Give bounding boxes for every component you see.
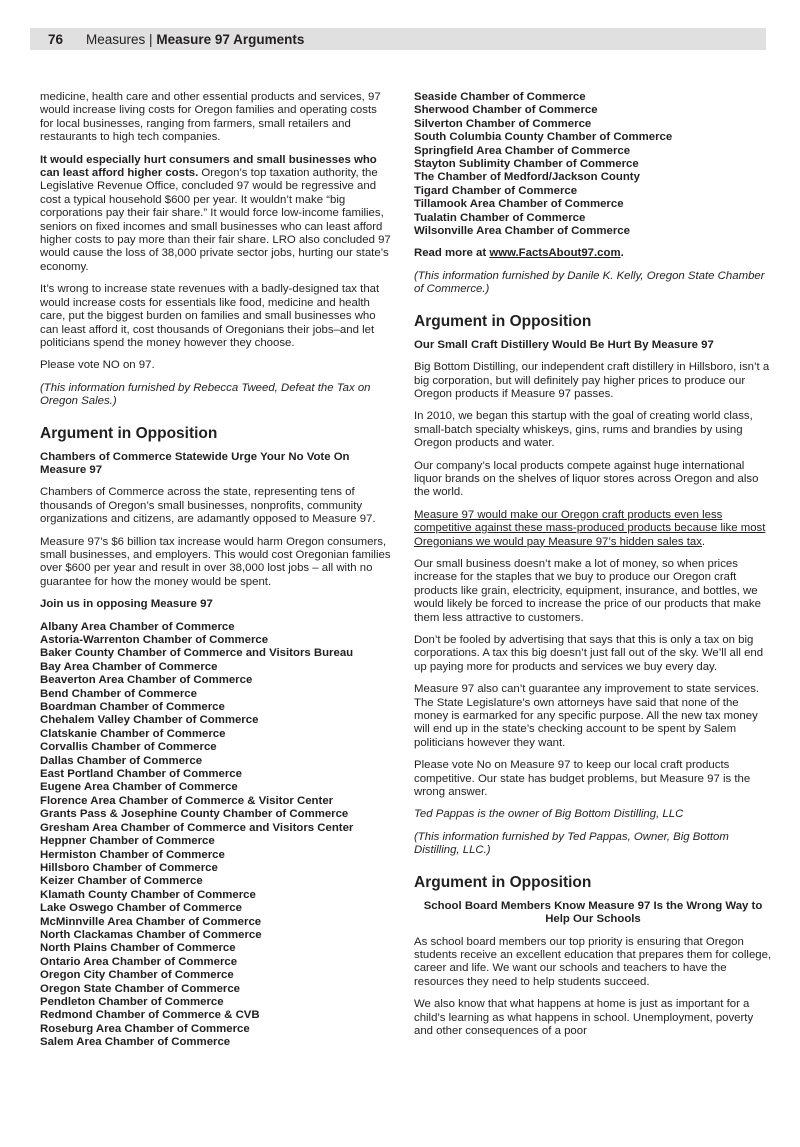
right-column <box>414 91 772 1047</box>
chamber-item: Keizer Chamber of Commerce <box>40 875 203 888</box>
chamber-item: Seaside Chamber of Commerce <box>414 91 586 103</box>
section-heading: Argument in Opposition <box>414 873 592 891</box>
separator: | <box>149 31 153 47</box>
paragraph: Big Bottom Distilling, our independent craft distillery in Hillsboro, isn’t a big corporation, but will definitely pay higher prices to produce our Oregon products if Measure 97 passes. <box>414 361 770 400</box>
chamber-list <box>40 621 392 1050</box>
chamber-item: East Portland Chamber of Commerce <box>40 768 242 781</box>
chamber-item: North Plains Chamber of Commerce <box>40 942 236 955</box>
chamber-item: Ontario Area Chamber of Commerce <box>40 955 238 968</box>
chamber-item: Hillsboro Chamber of Commerce <box>40 861 218 874</box>
paragraph <box>40 154 392 275</box>
paragraph: As school board members our top priority is ensuring that Oregon students receive an excellent education that prepares them for college, career and life. We want our schools and teachers to have the resources they need to help students succeed. <box>414 935 772 988</box>
chamber-item: Albany Area Chamber of Commerce <box>40 620 235 633</box>
chamber-item: Heppner Chamber of Commerce <box>40 835 215 848</box>
paragraph: Measure 97’s $6 billion tax increase would harm Oregon consumers, small businesses, and employers. This would cost Oregonian families over $600 per year and result in over 38,000 lost jobs – all with no guarantee for how the money would be spent. <box>40 535 391 588</box>
section-heading: Argument in Opposition <box>414 312 592 330</box>
paragraph <box>414 509 772 549</box>
section-name: Measures <box>86 31 146 47</box>
chamber-item: Salem Area Chamber of Commerce <box>40 1036 231 1049</box>
chamber-item: Clatskanie Chamber of Commerce <box>40 727 226 740</box>
chamber-item: Chehalem Valley Chamber of Commerce <box>40 714 259 727</box>
paragraph: We also know that what happens at home is just as important for a child’s learning as what happens in school. Unemployment, poverty and other consequences of a poor <box>414 998 754 1037</box>
subheading: School Board Members Know Measure 97 Is the Wrong Way to Help Our Schools <box>423 899 763 926</box>
read-more-label: Read more at <box>414 247 490 260</box>
paragraph: Don’t be fooled by advertising that says that this is only a tax on big corporations. A tax this big doesn’t just fall out of the sky. We’ll all end up paying more for products and services we buy every day. <box>414 634 764 673</box>
chamber-item: Wilsonville Area Chamber of Commerce <box>414 225 630 238</box>
paragraph: medicine, health care and other essential products and services, 97 would increase living costs for Oregon families and operating costs for local businesses, ranging from farmers, small retailers and restaurants to high tech companies. <box>40 91 381 144</box>
chamber-item: South Columbia County Chamber of Commerce <box>414 131 673 144</box>
chamber-item: Beaverton Area Chamber of Commerce <box>40 674 253 687</box>
paragraph: Chambers of Commerce across the state, representing tens of thousands of Oregon’s small businesses, nonprofits, community organizations and citizens, are adamantly opposed to Measure 97. <box>40 486 376 526</box>
subheading: Our Small Craft Distillery Would Be Hurt By Measure 97 <box>414 338 714 351</box>
punct: . <box>701 535 706 548</box>
underlined-text: Measure 97 would make our Oregon craft products even less competitive against these mass-produced products because like most Oregonians we would pay Measure 97’s hidden sales tax <box>414 508 766 548</box>
chamber-item: Springfield Area Chamber of Commerce <box>414 144 631 157</box>
chamber-item: Klamath County Chamber of Commerce <box>40 888 256 901</box>
attribution: (This information furnished by Ted Pappas, Owner, Big Bottom Distilling, LLC.) <box>414 830 729 857</box>
chamber-item: Eugene Area Chamber of Commerce <box>40 781 238 794</box>
chamber-item: The Chamber of Medford/Jackson County <box>414 171 640 184</box>
paragraph: Please vote No on Measure 97 to keep our local craft products competitive. Our state has budget problems, but Measure 97 is the wrong answer. <box>414 759 751 799</box>
paragraph: In 2010, we began this startup with the goal of creating world class, small-batch specialty whiskeys, gins, rums and brandies by using Oregon products and water. <box>414 410 753 450</box>
join-heading: Join us in opposing Measure 97 <box>40 598 213 611</box>
paragraph: Please vote NO on 97. <box>40 359 155 372</box>
author-note: Ted Pappas is the owner of Big Bottom Distilling, LLC <box>414 808 684 821</box>
chamber-item: Gresham Area Chamber of Commerce and Visitors Center <box>40 821 354 834</box>
chamber-item: Baker County Chamber of Commerce and Visitors Bureau <box>40 647 354 660</box>
chamber-item: Boardman Chamber of Commerce <box>40 701 225 714</box>
punct: . <box>620 247 624 260</box>
chamber-item: Silverton Chamber of Commerce <box>414 117 592 130</box>
section-heading: Argument in Opposition <box>40 424 218 442</box>
chamber-item: Pendleton Chamber of Commerce <box>40 995 224 1008</box>
paragraph-text: Oregon’s top taxation authority, the Legislative Revenue Office, concluded 97 would be regressive and cost a typical household $600 per year. It wouldn’t make “big corporations pay their fair share.” It would force low-income families, seniors on fixed incomes and small businesses who can least afford higher costs to pay more than their fair share. LRO also concluded 97 would cause the loss of 38,000 private sector jobs, hurting our state’s economy. <box>40 167 391 273</box>
chamber-item: Tigard Chamber of Commerce <box>414 184 578 197</box>
paragraph: Measure 97 also can’t guarantee any improvement to state services. The State Legislature’s own attorneys have said that none of the money is earmarked for any specific purpose. All the new tax money will end up in the state’s checking account to be spent by Salem politicians however they want. <box>414 683 760 749</box>
chamber-item: Grants Pass & Josephine County Chamber of Commerce <box>40 808 349 821</box>
chamber-item: Corvallis Chamber of Commerce <box>40 741 217 754</box>
chamber-item: Roseburg Area Chamber of Commerce <box>40 1022 250 1035</box>
chamber-item: Oregon City Chamber of Commerce <box>40 969 234 982</box>
chamber-item: Lake Oswego Chamber of Commerce <box>40 902 242 915</box>
page-header <box>30 28 766 50</box>
chamber-item: Tualatin Chamber of Commerce <box>414 211 586 224</box>
chamber-list <box>414 91 772 238</box>
page-number: 76 <box>48 31 64 47</box>
attribution: (This information furnished by Rebecca Tweed, Defeat the Tax on Oregon Sales.) <box>40 381 371 408</box>
subheading: Chambers of Commerce Statewide Urge Your No Vote On Measure 97 <box>40 450 350 476</box>
paragraph: Our company’s local products compete against huge international liquor brands on the shelves of liquor stores across Oregon and also the world. <box>414 459 759 499</box>
paragraph: It’s wrong to increase state revenues with a badly-designed tax that would increase costs for essentials like food, medicine and health care, put the biggest burden on families and small businesses who can least afford it, cost thousands of Oregonians their jobs–and let politicians spend the money however they choose. <box>40 283 380 349</box>
chamber-item: Tillamook Area Chamber of Commerce <box>414 198 624 211</box>
chamber-item: Stayton Sublimity Chamber of Commerce <box>414 158 639 171</box>
attribution: (This information furnished by Danile K. Kelly, Oregon State Chamber of Commerce.) <box>414 269 765 296</box>
chamber-item: Sherwood Chamber of Commerce <box>414 104 598 117</box>
left-column <box>40 91 392 1059</box>
bold-lead: It would especially hurt consumers and small businesses who can least afford higher costs. <box>40 153 377 180</box>
chamber-item: Florence Area Chamber of Commerce & Visitor Center <box>40 794 334 807</box>
read-more <box>414 247 772 260</box>
chamber-item: Bend Chamber of Commerce <box>40 687 197 700</box>
chamber-item: Dallas Chamber of Commerce <box>40 754 203 767</box>
chamber-item: Bay Area Chamber of Commerce <box>40 660 218 673</box>
chamber-item: Hermiston Chamber of Commerce <box>40 848 225 861</box>
paragraph: Our small business doesn’t make a lot of money, so when prices increase for the staples that we buy to produce our Oregon craft products like grain, electricity, equipment, insurance, and bottles, we would likely be forced to increase the price of our products that make them less attractive to customers. <box>414 557 761 624</box>
page-title: Measure 97 Arguments <box>156 31 305 47</box>
chamber-item: Astoria-Warrenton Chamber of Commerce <box>40 634 269 646</box>
chamber-item: McMinnville Area Chamber of Commerce <box>40 915 262 928</box>
chamber-item: Redmond Chamber of Commerce & CVB <box>40 1009 260 1022</box>
chamber-item: Oregon State Chamber of Commerce <box>40 982 241 995</box>
chamber-item: North Clackamas Chamber of Commerce <box>40 928 262 941</box>
facts-link[interactable]: www.FactsAbout97.com <box>489 247 621 260</box>
